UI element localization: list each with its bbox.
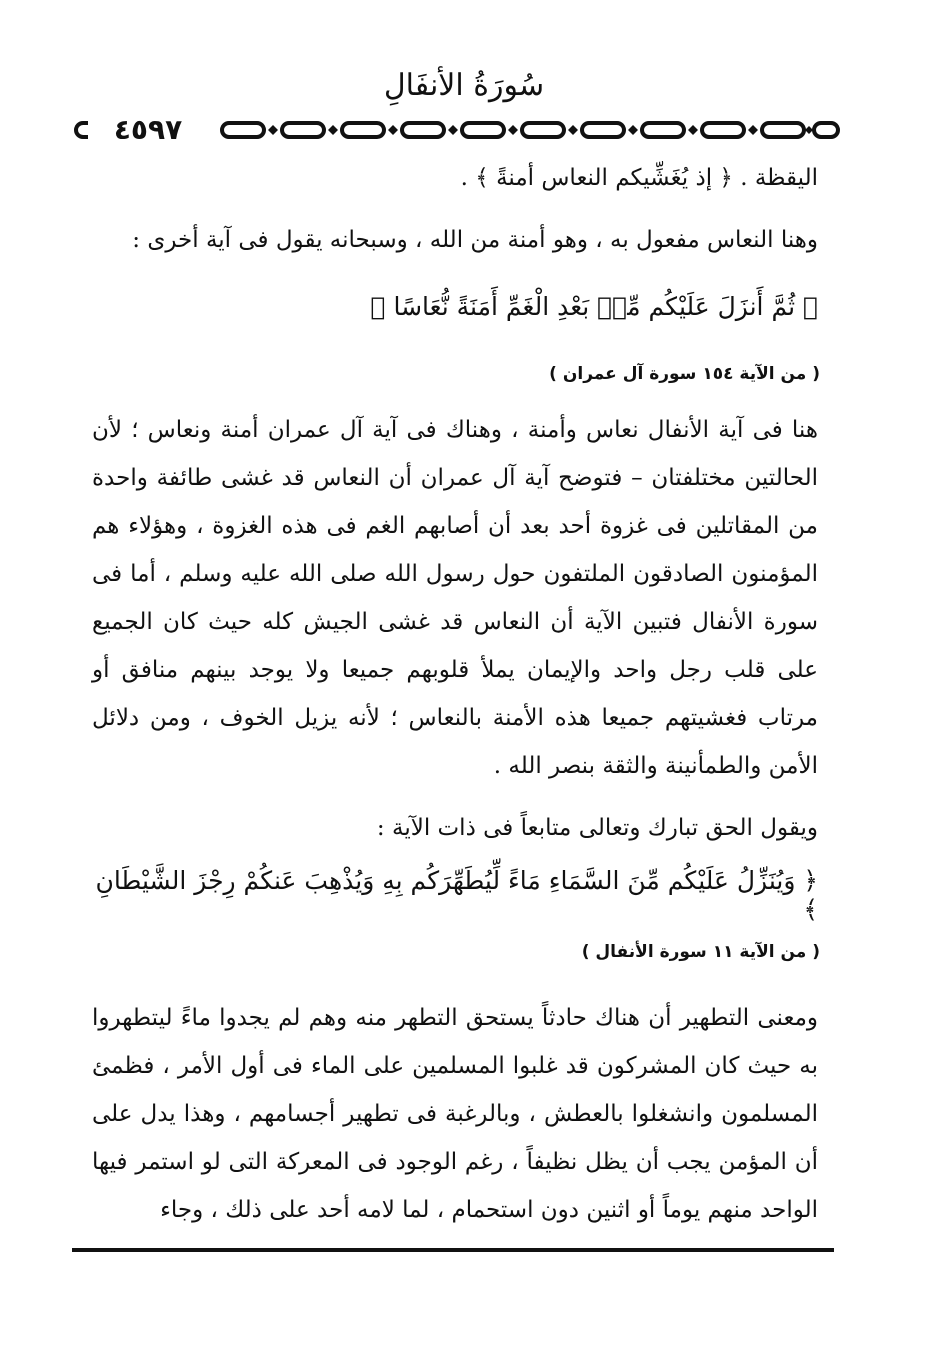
footer-rule bbox=[72, 1248, 834, 1252]
paragraph-intro: وهنا النعاس مفعول به ، وهو أمنة من الله ، وسبحانه يقول فى آية أخرى : bbox=[132, 227, 818, 253]
paragraph-transition: ويقول الحق تبارك وتعالى متابعاً فى ذات الآية : bbox=[376, 815, 818, 841]
quran-verse-1: ﴿ ثُمَّ أَنزَلَ عَلَيْكُم مِّنۢ بَعْدِ الْغَمِّ أَمَنَةً نُّعَاسًا ﴾ bbox=[370, 292, 818, 321]
verse-citation-1: ( من الآية ١٥٤ سورة آل عمران ) bbox=[549, 364, 820, 384]
paragraph-comparison: هنا فى آية الأنفال نعاس وأمنة ، وهناك فى آية آل عمران أمنة ونعاس ؛ لأن الحالتين مختلفتان – فتوضح آية آل عمران أن النعاس قد غشى طائفة واحدة من المقاتلين فى غزوة أحد بعد أن أصابهم الغم فى هذه الغزوة ، وهؤلاء هم المؤمنون الصادقون الملتفون حول رسول الله صلى الله عليه وسلم ، أما فى سورة الأنفال فتبين الآية أن النعاس قد غشى الجيش كله حيث كان الجميع على قلب رجل واحد والإيمان يملأ قلوبهم جميعا ولا يوجد بينهم منافق أو مرتاب فغشيتهم جميعا هذه الأمنة بالنعاس ؛ لأنه يزيل الخوف ، ومن دلائل الأمن والطمأنينة والثقة بنصر الله . bbox=[92, 417, 818, 779]
page-number: ٤٥٩٧ bbox=[88, 110, 208, 148]
verse-citation-2: ( من الآية ١١ سورة الأنفال ) bbox=[581, 942, 820, 962]
quran-verse-2: ﴿ وَيُنَزِّلُ عَلَيْكُم مِّنَ السَّمَاءِ مَاءً لِّيُطَهِّرَكُم بِهِ وَيُذْهِبَ عَنكُمْ رِجْزَ الشَّيْطَانِ ﴾ bbox=[95, 866, 818, 924]
opening-line: اليقظة . ﴿ إذ يُغَشِّيكم النعاس أمنةً ﴾ . bbox=[460, 165, 818, 191]
surah-title: سُورَةُ الأنفَالِ bbox=[383, 68, 545, 103]
paragraph-purification: ومعنى التطهير أن هناك حادثاً يستحق التطهر منه وهم لم يجدوا ماءً ليتطهروا به حيث كان المشركون قد غلبوا المسلمين على الماء فى أول الأمر ، فظمئ المسلمون وانشغلوا بالعطش ، وبالرغبة فى تطهير أجسامهم ، وهذا يدل على أن المؤمن يجب أن يظل نظيفاً ، رغم الوجود فى المعركة التى لو استمر فيها الواحد منهم يوماً أو اثنين دون استحمام ، لما لامه أحد على ذلك ، وجاء bbox=[92, 1005, 818, 1223]
